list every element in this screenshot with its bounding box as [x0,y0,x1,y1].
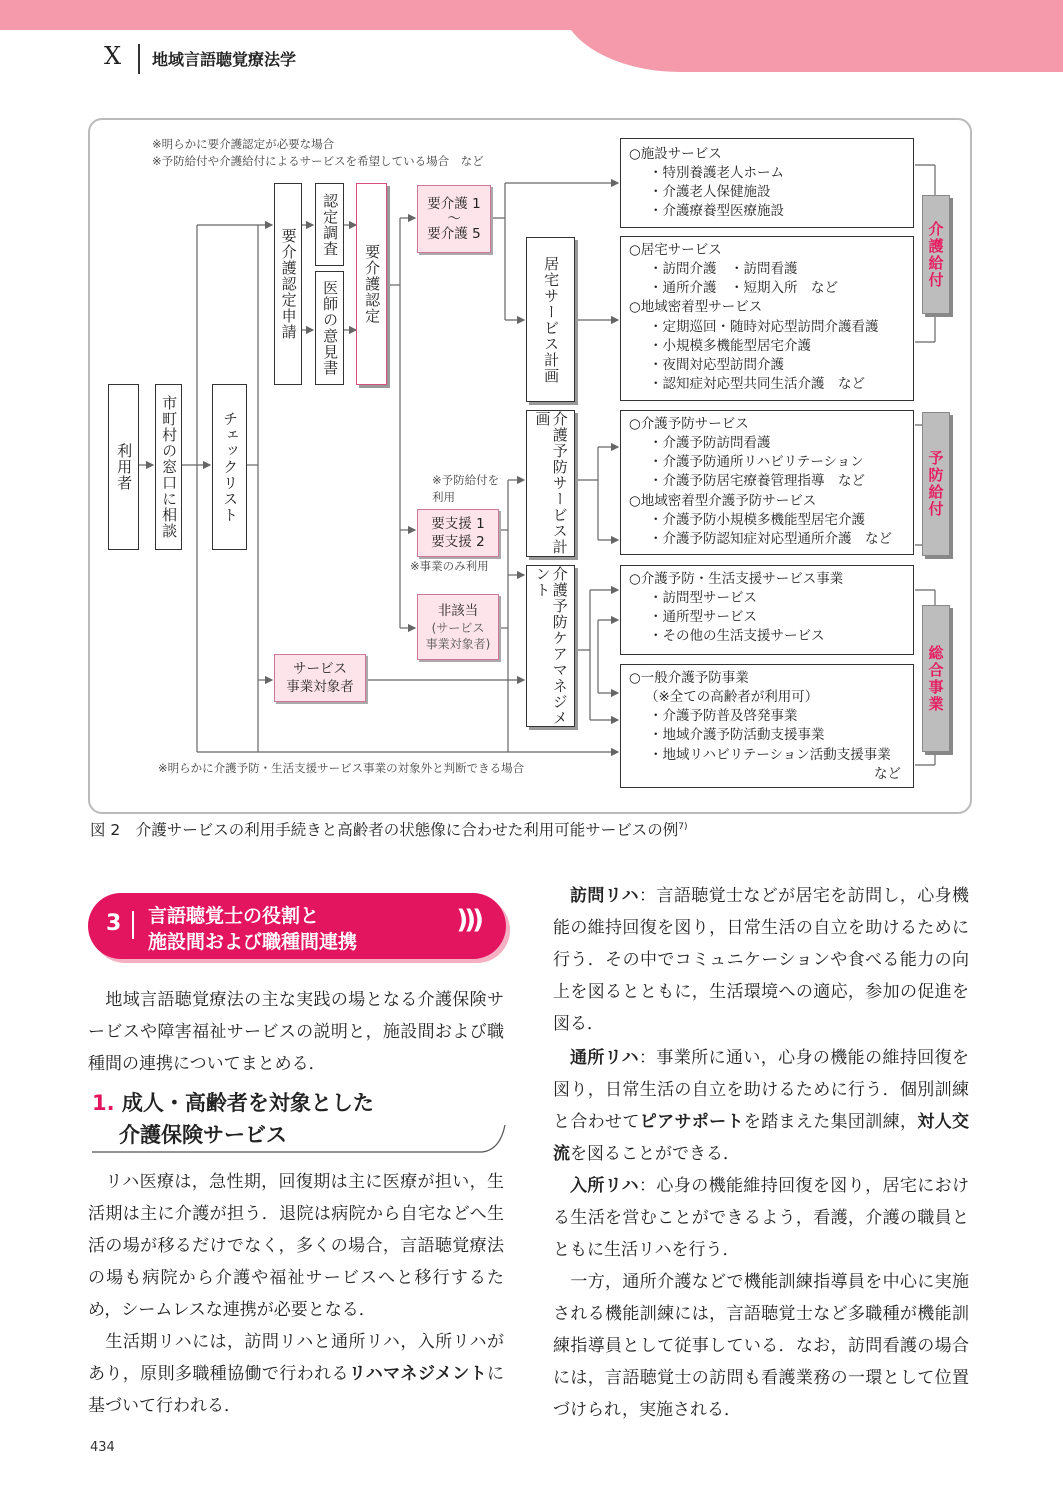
prevent-community-head: ○地域密着型介護予防サービス [629,492,817,509]
right-paragraph-3 [553,1170,969,1266]
certification-box: 要介護認定 [356,183,387,385]
home-community-item: ・夜間対応型訪問介護 [649,356,784,373]
right-paragraph-2 [553,1042,969,1170]
not-applicable-label: 非該当 [437,602,479,619]
note-prevent-1: ※予防給付を [432,473,500,487]
service-target-1: サービス [293,660,347,677]
right-p1-text: ：言語聴覚士などが居宅を訪問し，心身機能の維持回復を図り，日常生活の自立を助けるために行う．その中でコミュニケーションや食べる能力の向上を図るとともに，生活環境への適応，参加の促進を図る． [553,886,970,1034]
caption-text: 図 2 介護サービスの利用手続きと高齢者の状態像に合わせた利用可能サービスの例 [90,821,679,839]
living-head: ○介護予防・生活支援サービス事業 [629,571,844,587]
prevent-item: ・介護予防訪問看護 [649,435,771,452]
home-community-item: ・定期巡回・随時対応型訪問介護看護 [649,318,879,335]
left-paragraph-2 [88,1326,504,1422]
facility-item: ・特別養護老人ホーム [649,165,784,182]
living-item: ・訪問型サービス [649,590,757,607]
facility-item: ・介護療養型医療施設 [649,203,784,220]
right-p3-term: 入所リハ [570,1176,640,1196]
right-p2-text: ：事業所に通い，心身の機能の維持回復を図り，日常生活の自立を助けるために行う．個別訓練と合わせて [553,1048,970,1132]
prevent-item: ・介護予防居宅療養管理指導 など [649,473,865,490]
right-p3-text: ：心身の機能維持回復を図り，居宅における生活を営むことができるよう，看護，介護の職員とともに生活リハを行う． [553,1176,970,1260]
right-p2-text3: を図ることができる． [570,1144,740,1164]
home-head: ○居宅サービス [629,242,722,258]
note-prevent-2: 利用 [432,490,455,504]
general-item: ・地域介護予防活動支援事業 [649,727,825,744]
left-p2-term: リハマネジメント [348,1364,488,1384]
wave-icon: ))) [456,905,480,935]
care-benefit-tag: 介護給付 [922,195,950,314]
home-plan-box: 居宅サービス計画 [526,237,575,402]
right-p1-term: 訪問リハ [570,886,640,906]
right-p2-term2: ピアサポート [639,1112,744,1132]
home-item: ・通所介護 ・短期入所 など [649,280,838,297]
section3-number: 3 [106,911,122,936]
prevent-benefit-tag: 予防給付 [922,412,950,556]
right-paragraph-1 [553,880,969,1040]
note-business-only: ※事業のみ利用 [410,559,489,573]
general-head: ○一般介護予防事業 [629,670,749,686]
subsection-title-2: 介護保険サービス [119,1123,287,1147]
intro-paragraph: 地域言語聴覚療法の主な実践の場となる介護保険サービスや障害福祉サービスの説明と，施設間および職種間の連携についてまとめる． [88,990,504,1074]
note-top-1: ※明らかに要介護認定が必要な場合 [152,137,335,151]
checklist-box: チェックリスト [212,384,247,550]
survey-box: 認定調査 [315,183,344,266]
chapter-title: 地域言語聴覚療法学 [152,50,297,69]
user-box: 利用者 [108,384,139,550]
left-p2-a: 生活期リハには，訪問リハと通所リハ，入所リハがあり，原則多職種協働で行われる [88,1332,504,1384]
home-community-item: ・認知症対応型共同生活介護 など [649,376,865,393]
right-p2-term3: 対人交流 [553,1112,970,1164]
general-item: ・介護予防普及啓発事業 [649,708,798,725]
prevent-plan-box: 介護予防サービス計画 [526,410,575,557]
home-item: ・訪問介護 ・訪問看護 [649,261,798,278]
general-item: ・地域リハビリテーション活動支援事業 [649,746,891,763]
note-top-2: ※予防給付や介護給付によるサービスを希望している場合 など [152,154,484,168]
page-number: 434 [90,1440,115,1455]
right-p2-text2: を踏まえた集団訓練， [743,1112,918,1132]
consult-box: 市町村の窓口に相談 [155,384,182,550]
support-level-1: 要支援 1 [431,515,485,532]
general-project-tag: 総合事業 [922,605,950,752]
care-level-tilde: ～ [447,210,461,227]
prevent-mgmt-box: 介護予防ケアマネジメント [526,565,575,727]
prevent-community-item: ・介護予防認知症対応型通所介護 など [649,530,892,547]
care-level-1: 要介護 1 [427,195,481,212]
subsection-title-1: 成人・高齢者を対象とした [121,1091,374,1115]
general-sub: （※全ての高齢者が利用可） [645,689,819,706]
service-target-2: 事業対象者 [286,679,354,695]
facility-item: ・介護老人保健施設 [649,184,771,201]
left-p2-c: に基づいて行われる． [88,1364,505,1416]
care-level-5: 要介護 5 [427,226,481,243]
left-paragraph-1: リハ医療は，急性期，回復期は主に医療が担い，生活期は主に介護が担う．退院は病院から自宅などへ生活の場が移るだけでなく，多くの場合，言語聴覚療法の場も病院から介護や福祉サービスへと移行するため，シームレスな連携が必要となる． [88,1172,504,1320]
general-tail: など [874,765,901,782]
living-item: ・その他の生活支援サービス [649,628,825,645]
not-applicable-sub2: 事業対象者) [425,637,491,652]
section3-title-2: 施設間および職種間連携 [148,931,358,953]
home-community-item: ・小規模多機能型居宅介護 [649,337,811,354]
support-level-2: 要支援 2 [431,534,485,550]
note-bottom: ※明らかに介護予防・生活支援サービス事業の対象外と判断できる場合 [158,761,525,775]
prevent-head: ○介護予防サービス [629,416,749,432]
prevent-item: ・介護予防通所リハビリテーション [649,454,864,471]
right-p2-term: 通所リハ [570,1048,640,1068]
caption-ref: 7) [678,821,688,832]
facility-head: ○施設サービス [629,146,722,162]
application-box: 要介護認定申請 [274,183,302,385]
section3-title-1: 言語聴覚士の役割と [148,905,320,927]
chapter-number: X [104,42,122,70]
prevent-community-item: ・介護予防小規模多機能型居宅介護 [649,511,865,528]
not-applicable-sub1: (サービス [431,620,485,635]
doctor-opinion-box: 医師の意見書 [315,271,344,385]
subsection-number: 1. [92,1091,115,1115]
home-community-head: ○地域密着型サービス [629,299,763,316]
right-paragraph-4: 一方，通所介護などで機能訓練指導員を中心に実施される機能訓練には，言語聴覚士など多職種が機能訓練指導員として従事している．なお，訪問看護の場合には，言語聴覚士の訪問も看護業務の一環として位置づけられ，実施される． [553,1272,969,1420]
living-item: ・通所型サービス [649,609,757,626]
